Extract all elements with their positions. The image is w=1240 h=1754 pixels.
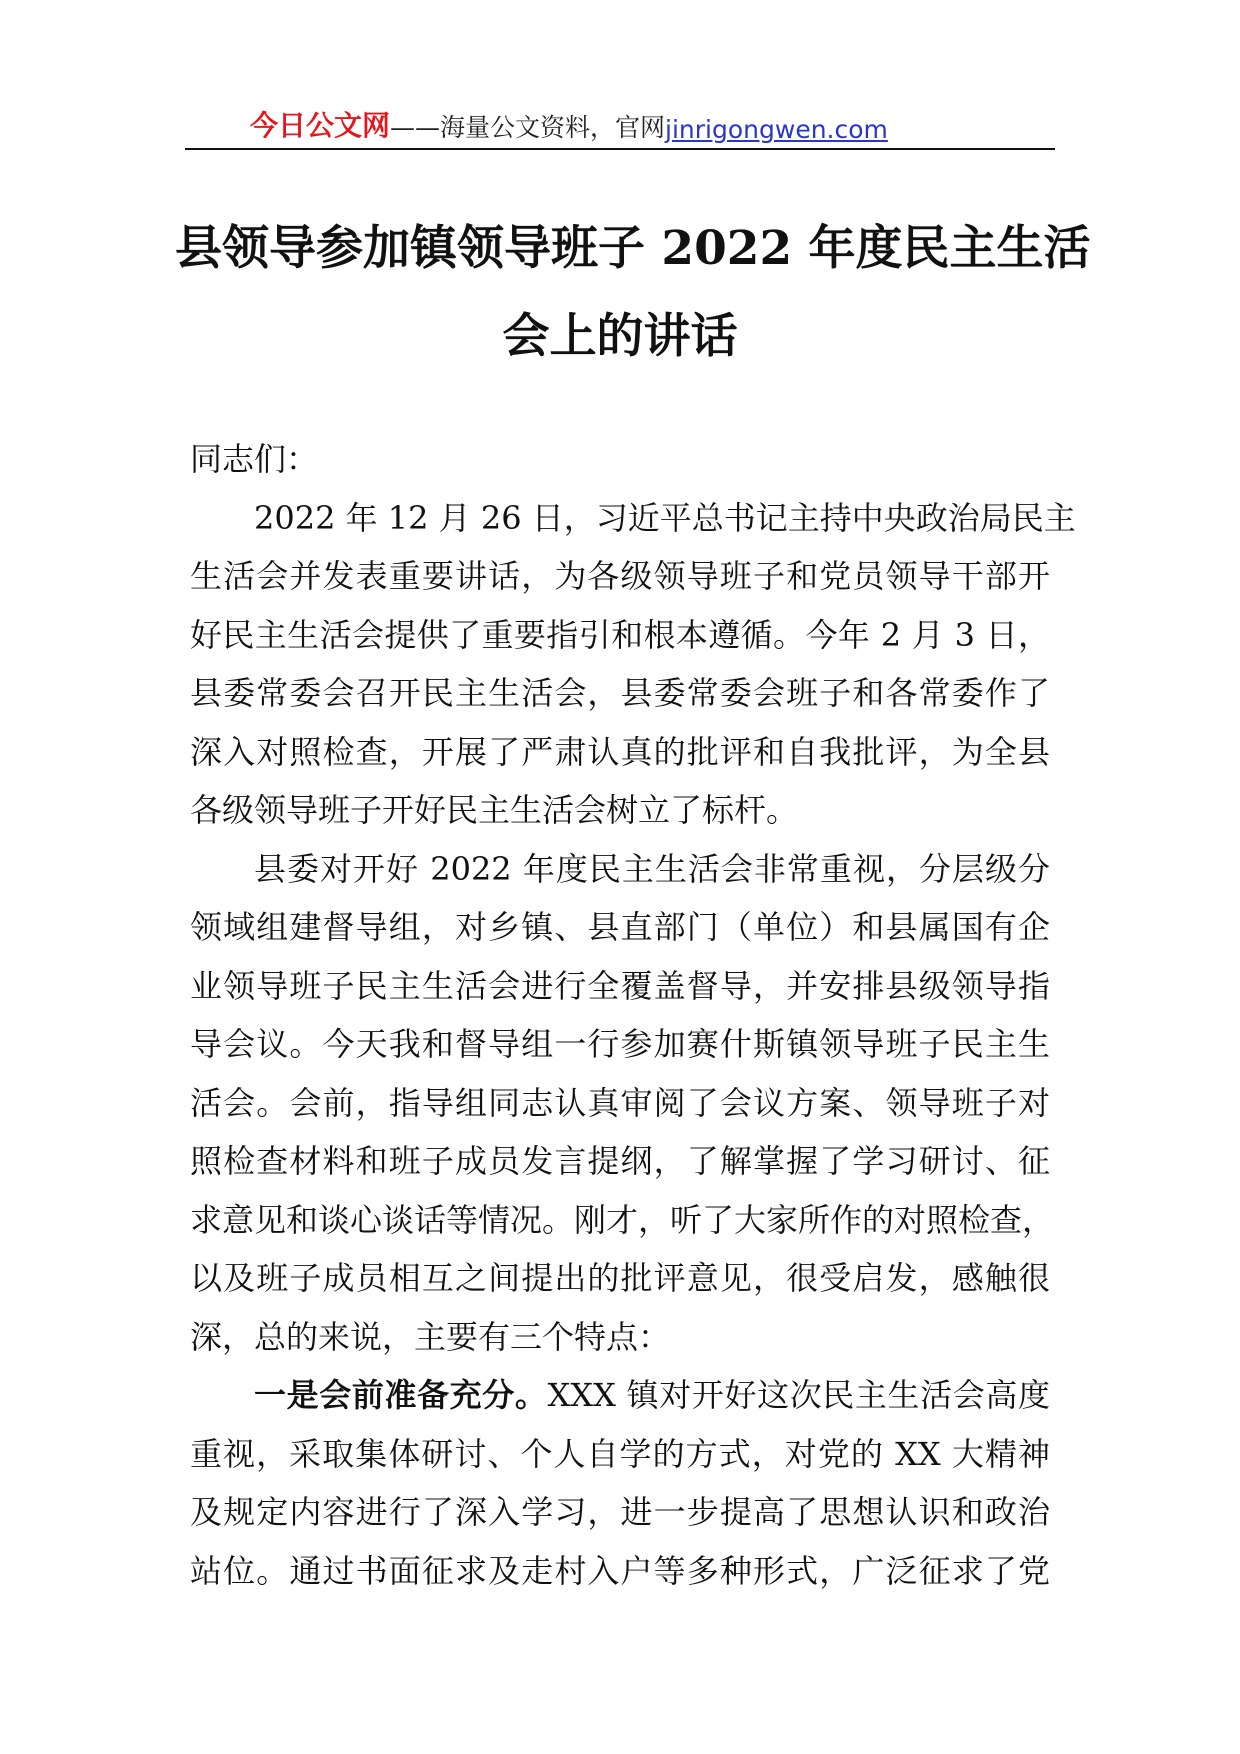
body-line: 站位。通过书面征求及走村入户等多种形式，广泛征求了党 [190,1551,1050,1590]
body-line: 以及班子成员相互之间提出的批评意见，很受启发，感触很 [190,1259,1050,1297]
body-line: 深入对照检查，开展了严肃认真的批评和自我批评，为全县 [190,732,1050,771]
body-line: 深，总的来说，主要有三个特点： [190,1317,671,1356]
header-divider [185,148,1055,150]
point-one-text: XXX 镇对开好这次民主生活会高度 [547,1376,1050,1414]
document-body [190,430,1076,1600]
header-tagline: ——海量公文资料，官网 [390,113,666,142]
document-title [175,205,1091,381]
site-header [185,104,1055,144]
body-line: 领域组建督导组，对乡镇、县直部门（单位）和县属国有企 [190,908,1050,946]
point-one-heading: 一是会前准备充分。 [254,1376,548,1414]
body-line: 求意见和谈心谈话等情况。刚才，听了大家所作的对照检查， [190,1200,1055,1239]
title-line: 会上的讲话 [502,309,738,364]
point-one-line [190,1366,1050,1425]
body-line: 各级领导班子开好民主生活会树立了标杆。 [190,791,799,829]
body-line: 导会议。今天我和督导组一行参加赛什斯镇领导班子民主生 [190,1025,1050,1063]
body-line: 生活会并发表重要讲话，为各级领导班子和党员领导干部开 [190,557,1050,595]
body-line: 2022 年 12 月 26 日，习近平总书记主持中央政治局民主 [254,498,1076,537]
body-line: 县委常委会召开民主生活会，县委常委会班子和各常委作了 [190,674,1050,712]
body-line: 重视，采取集体研讨、个人自学的方式，对党的 XX 大精神 [190,1434,1050,1473]
body-line: 及规定内容进行了深入学习，进一步提高了思想认识和政治 [190,1493,1050,1531]
body-line: 好民主生活会提供了重要指引和根本遵循。今年 2 月 3 日， [190,615,1050,654]
body-line: 业领导班子民主生活会进行全覆盖督导，并安排县级领导指 [190,966,1050,1005]
body-line: 县委对开好 2022 年度民主生活会非常重视，分层级分 [254,849,1050,888]
body-line: 活会。会前，指导组同志认真审阅了会议方案、领导班子对 [190,1083,1050,1122]
salutation: 同志们： [190,440,319,478]
body-line: 照检查材料和班子成员发言提纲，了解掌握了学习研讨、征 [190,1142,1050,1180]
site-link[interactable]: jinrigongwen.com [665,115,888,144]
title-line: 县领导参加镇领导班子 2022 年度民主生活 [175,221,1091,276]
brand-name[interactable]: 今日公文网 [250,109,391,142]
